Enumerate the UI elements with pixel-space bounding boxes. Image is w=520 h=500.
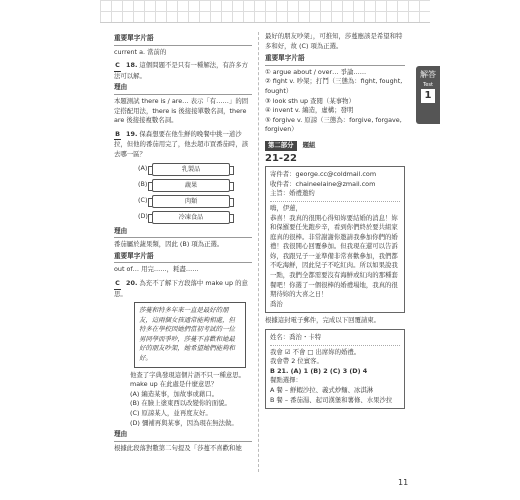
divider xyxy=(270,345,400,346)
section-side-tab xyxy=(416,66,440,124)
email-signature: 喬治 xyxy=(270,299,283,308)
form-intro: 根據這封電子郵件，完成以下回覆請柬。 xyxy=(265,316,381,325)
vocab-item: ⑤ forgive v. 原諒（三態為：forgive, forgave, forgiven） xyxy=(265,115,402,134)
option-scroll: 乳製品 xyxy=(152,163,230,176)
option-row xyxy=(138,195,252,208)
vocab-item: ③ look sth up 查閱（某事物） xyxy=(265,96,355,105)
question-21: B 21. (A) 1 (B) 2 (C) 3 (D) 4 xyxy=(270,366,368,375)
part-badge: 第二部分 xyxy=(265,141,297,151)
vocab-item: ④ invent v. 編造，虛構；發明 xyxy=(265,106,354,115)
option-scrolls xyxy=(138,163,252,224)
email-to: 收件者：chaineelaine@zmail.com xyxy=(270,179,376,188)
option-row xyxy=(138,211,252,224)
question-20 xyxy=(114,279,252,299)
option-line: (D) 彌補再與某事，因為現在無法做。 xyxy=(130,418,238,427)
question-number: 20. xyxy=(126,278,138,287)
divider xyxy=(270,201,400,202)
vocab-heading: 重要單字片語 xyxy=(265,54,405,66)
option-label: (D) xyxy=(138,212,148,221)
reason-text: 本題測試 there is / are… 表示「有……」的固定搭配用法，there is 後接接單數名詞，there are 後接接複數名詞。 xyxy=(114,96,249,125)
question-19 xyxy=(114,130,252,160)
email-from: 寄件者：george.cc@coldmail.com xyxy=(270,170,377,179)
option-line: (C) 原諒某人，並再度友好。 xyxy=(130,409,212,418)
question-text: 這個問題不是只有一種解法，有許多方法可以解。 xyxy=(114,61,249,80)
vocab-item: ② fight v. 吵架；打鬥（三態為：fight, fought, fought） xyxy=(265,77,403,95)
answer-letter: B xyxy=(114,130,121,141)
option-label: (A) xyxy=(138,164,148,173)
part-title: 題組 xyxy=(302,140,316,149)
reason-heading: 理由 xyxy=(114,227,252,239)
menu-option-b: B 餐 – 番茄湯、起司漢堡和薯條、水果沙拉 xyxy=(270,395,393,404)
vocab-item: ① argue about / over… 爭論…… xyxy=(265,67,367,76)
question-number: 18. xyxy=(126,61,138,70)
question-number: 19. xyxy=(126,129,138,138)
option-row xyxy=(138,179,252,192)
question-text: 為充不了解下方段落中 make up 的意思。 xyxy=(114,278,248,298)
menu-heading: 餐點選擇： xyxy=(270,376,302,385)
page-number: 11 xyxy=(398,478,409,487)
vocab-item: out of… 用完……，耗盡…… xyxy=(114,265,199,274)
option-label: (C) xyxy=(138,196,148,205)
option-scroll: 肉類 xyxy=(152,195,230,208)
reason-text: 番茄屬於蔬果類，因此 (B) 項為正選。 xyxy=(114,240,224,249)
question-text: 保森想要在他生鮮的晚餐中挑一道沙拉，但他的番茄用完了，他去超市買番茄時，該去哪一區？ xyxy=(114,129,249,158)
side-tab-title: 解答 xyxy=(420,70,436,79)
right-column xyxy=(265,32,405,409)
menu-option-a: A 餐 – 鮮蝦沙拉、義式炒麵、冰淇淋 xyxy=(270,386,374,394)
part-heading xyxy=(265,141,405,151)
vocab-heading: 重要單字片語 xyxy=(114,252,252,264)
option-label: (B) xyxy=(138,180,148,189)
email-greeting: 嗨，伊蓮， xyxy=(270,203,302,212)
form-attend: 我會 ☑ 不會 □ 出席妳的婚禮。 xyxy=(270,347,361,356)
vocab-item: current a. 當前的 xyxy=(114,47,167,56)
option-line: (B) 在臉上塗東西以改變你的面貌。 xyxy=(130,399,231,408)
quoted-passage: 莎蔓和特多年來一直是最好的朋友，這兩個女孩通常能夠相處，但特多在學校因她們當初考試的一位男同學而爭吵，莎蔓不喜歡和她最好的朋友吵架，她希望她們能夠和好。 xyxy=(134,302,246,368)
option-line: (A) 編造某事，加故事或藉口。 xyxy=(130,389,219,398)
option-row xyxy=(138,163,252,176)
reply-form xyxy=(265,329,405,409)
answer-letter: C xyxy=(114,61,121,72)
reason-heading: 理由 xyxy=(114,83,252,95)
question-18 xyxy=(114,61,252,81)
left-column xyxy=(114,32,252,453)
reason-heading: 理由 xyxy=(114,430,252,442)
email-box xyxy=(265,166,405,313)
question-range: 21-22 xyxy=(265,152,297,164)
option-scroll: 冷凍食品 xyxy=(152,211,230,224)
side-tab-number: 1 xyxy=(421,89,435,103)
form-guest-count: 我會帶 2 位賓客。 xyxy=(270,357,323,366)
email-body: 恭喜！我真的很開心得知妳要結婚的消息！妳和保羅要任先跑步辛，看到你們終於要共組家庭真的很棒。非常謝謝你邀請我參加你們的婚禮！我很開心回覆參加。但我現在還可以告訴妳，我跟兄子一並準備非常喜歡參加，我們都不吃海鮮，因此兒子不吃紅肉。所以如果說我一點，我們全都需要沒有海鮮或紅肉的那種套餐吧！你選了一個很棒的婚禮場地，我真的很期待妳的大喜之日！ xyxy=(270,213,398,299)
side-tab-test: Test xyxy=(423,82,433,88)
column-divider xyxy=(258,32,259,472)
reason-continuation: 最好的朋友吵架」，可推知，莎蔓應該是希望和特多和好，故 (C) 項為正選。 xyxy=(265,32,403,50)
header-grid-decoration xyxy=(100,0,430,23)
option-scroll: 蔬果 xyxy=(152,179,230,192)
question-follow-text: 他查了字典發現這個片語不只一種意思。make up 在此處是什麼意思？ xyxy=(130,370,246,389)
answer-letter: C xyxy=(114,279,121,290)
form-name: 姓名：喬治・卡特 xyxy=(270,333,322,342)
email-subject: 主旨：婚禮邀約 xyxy=(270,189,315,198)
reason-text: 根據此段落對數第二句提及「莎蔓不喜歡和她 xyxy=(114,443,242,452)
vocab-heading: 重要單字片語 xyxy=(114,34,252,46)
